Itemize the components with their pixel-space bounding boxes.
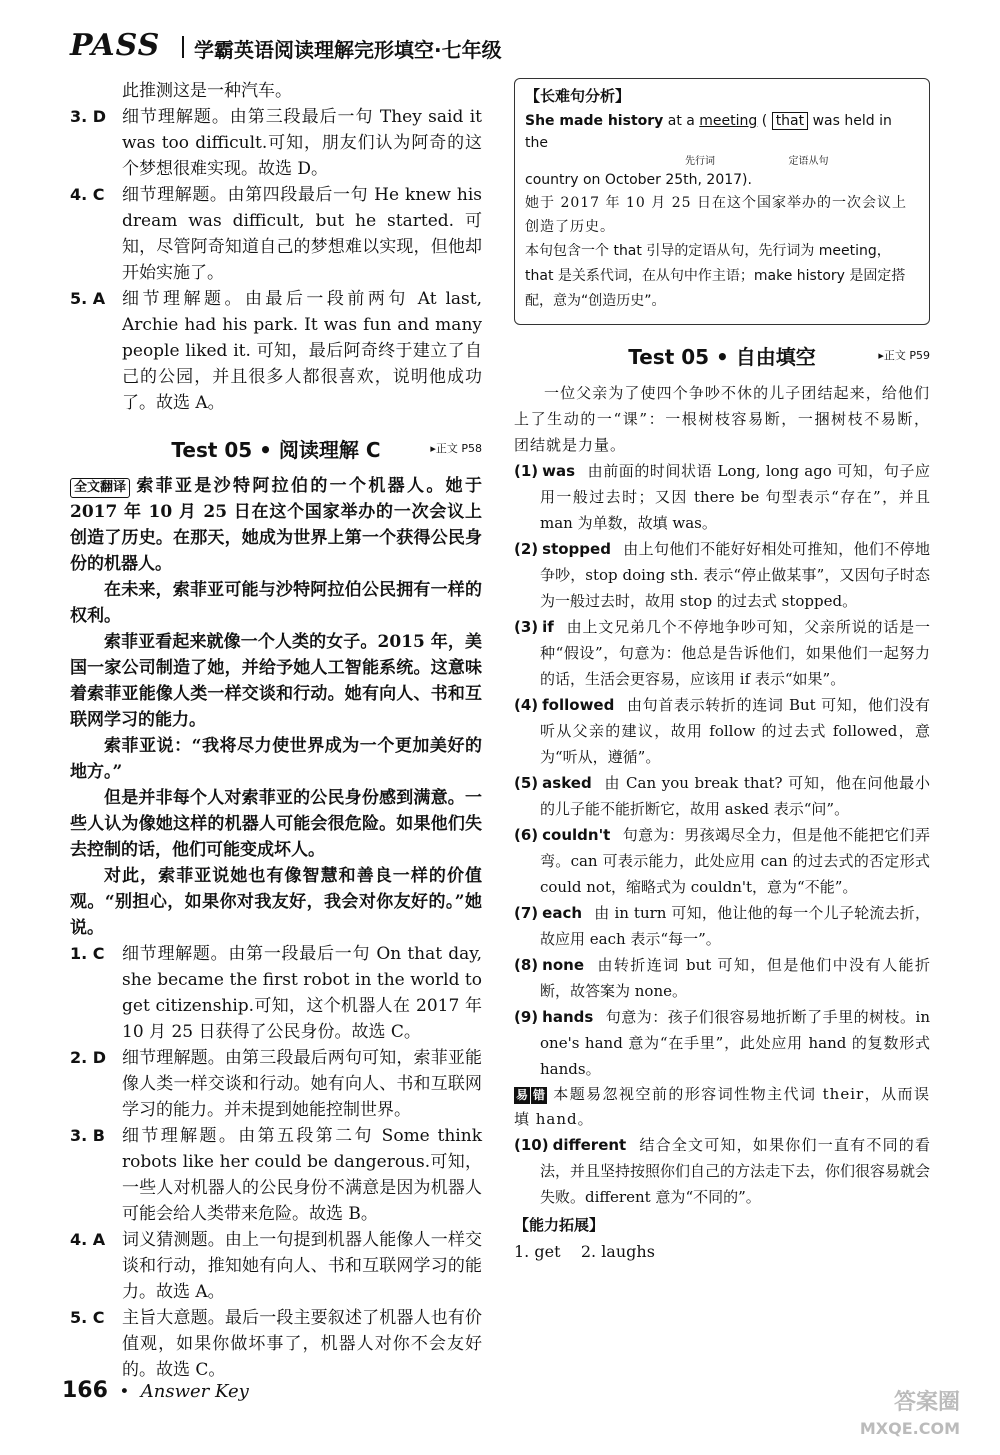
error-tag: 错	[533, 1088, 546, 1102]
cloze-explanation: 由转折连词 but 可知，但是他们中没有人能折断，故答案为 none。	[540, 956, 930, 1000]
antecedent-label: 先行词	[685, 156, 715, 167]
error-text: 本题易忽视空前的形容词性物主代词 their，从而误填 hand。	[514, 1085, 930, 1128]
cloze-explanation: 由 in turn 可知，他让他的每一个儿子轮流去折，故应用 each 表示“每一”。	[540, 904, 930, 948]
answer-number: 5. A	[70, 289, 106, 308]
error-note	[514, 1082, 930, 1132]
section-heading-reading-c	[70, 434, 482, 463]
cloze-answer-item	[514, 1004, 930, 1082]
cloze-explanation: 由 Can you break that? 可知，他在问他最小的儿子能不能折断它，故用 asked 表示“问”。	[540, 774, 930, 818]
sentence-part: country on October 25th, 2017).	[525, 172, 752, 188]
sentence-labels	[525, 154, 919, 169]
cloze-answer-word: none	[542, 956, 584, 974]
right-column	[514, 78, 930, 1265]
header-divider	[182, 36, 184, 58]
watermark-line: MXQE.COM	[859, 1419, 960, 1438]
answer-c1	[70, 941, 482, 1045]
answer-text: 细节理解题。由第三段最后一句 They said it was too difficult.可知，朋友们认为阿奇的这个梦想很难实现。故选 D。	[122, 107, 482, 179]
cloze-answer-text	[514, 458, 930, 536]
answer-number: 3. B	[70, 1126, 105, 1145]
answer-c2	[70, 1045, 482, 1123]
answer-text: 细节理解题。由最后一段前两句 At last, Archie had his park. It was fun and many people liked it. 可知，最后阿奇终于建立了自己的公园，并且很多人都很喜欢，说明他成功了。故选 A。	[122, 289, 482, 413]
cloze-answer-word: followed	[542, 696, 615, 714]
answer-number: 5. C	[70, 1308, 105, 1327]
cloze-number: (6)	[514, 826, 539, 844]
section-title: Test 05 • 自由填空	[628, 345, 816, 369]
answer-text: 细节理解题。由第五段第二句 Some think robots like her could be dangerous.可知，一些人对机器人的公民身份不满意是因为机器人可能会给人类带来危险。故选 B。	[122, 1126, 482, 1224]
extend-title: 【能力拓展】	[514, 1216, 605, 1234]
cloze-answer-word: was	[542, 462, 576, 480]
left-column	[70, 78, 482, 1383]
answer-5	[70, 286, 482, 416]
analyzed-sentence: She made history at a meeting ( that was held in the	[525, 113, 892, 151]
cloze-answer-item	[514, 458, 930, 536]
cloze-answer-word: different	[552, 1136, 627, 1154]
long-sentence-analysis-box	[514, 78, 930, 325]
cloze-number: (10)	[514, 1136, 549, 1154]
translation-paragraph: 全文翻译 索菲亚是沙特阿拉伯的一个机器人。她于 2017 年 10 月 25 日在这个国家举办的一次会议上创造了历史。在那天，她成为世界上第一个获得公民身份的机器人。	[70, 476, 482, 574]
cloze-number: (4)	[514, 696, 539, 714]
answer-text: 主旨大意题。最后一段主要叙述了机器人也有价值观，如果你做坏事了，机器人对你不会友好的。故选 C。	[122, 1308, 482, 1380]
answer-number: 4. C	[70, 185, 105, 204]
translation-paragraph: 但是并非每个人对索菲亚的公民身份感到满意。一些人认为像她这样的机器人可能会很危险。如果他们失去控制的话，他们可能变成坏人。	[70, 788, 482, 860]
answer-c4	[70, 1227, 482, 1305]
answer-4	[70, 182, 482, 286]
cloze-answer-text	[514, 1132, 930, 1210]
cloze-explanation: 由前面的时间状语 Long, long ago 可知，句子应用一般过去时；又因 there be 句型表示“存在”，并且 man 为单数，故填 was。	[540, 462, 930, 532]
answer-c3	[70, 1123, 482, 1227]
cloze-explanation: 由上句他们不能好好相处可推知，他们不停地争吵，stop doing sth. 表示“停止做某事”，又因句子时态为一般过去时，故用 stop 的过去式 stopped。	[540, 540, 930, 610]
sentence-part: was held in the	[525, 113, 892, 151]
cloze-number: (5)	[514, 774, 539, 792]
cloze-answer-word: each	[542, 904, 583, 922]
cloze-number: (3)	[514, 618, 539, 636]
cloze-answer-text	[514, 952, 930, 1004]
section-heading-cloze	[514, 341, 930, 370]
box-title: 【长难句分析】	[525, 87, 631, 105]
error-tag: 易	[516, 1088, 529, 1102]
cloze-answer-word: if	[542, 618, 554, 636]
cloze-answer-list	[514, 458, 930, 1082]
page-footer	[62, 1378, 249, 1403]
extend-answers: 1. get 2. laughs	[514, 1242, 655, 1261]
relative-pronoun: that	[772, 112, 808, 130]
page-header	[70, 28, 950, 68]
cloze-answer-text	[514, 614, 930, 692]
book-title: 学霸英语阅读理解完形填空·七年级	[194, 38, 502, 62]
answer-number: 1. C	[70, 944, 105, 963]
answer-text: 词义猜测题。由上一句提到机器人能像人一样交谈和行动，推知她有向人、书和互联网学习的能力。故选 A。	[122, 1230, 482, 1302]
cloze-number: (7)	[514, 904, 539, 922]
section-page-ref: ▸正文 P58	[430, 442, 482, 455]
translation-paragraph: 对此，索菲亚说她也有像智慧和善良一样的价值观。“别担心，如果你对我友好，我会对你友好的。”她说。	[70, 866, 482, 938]
cloze-answer-text	[514, 1004, 930, 1082]
cloze-explanation: 结合全文可知，如果你们一直有不同的看法，并且坚持按照你们自己的方法走下去，你们很容易就会失败。different 意为“不同的”。	[540, 1136, 931, 1206]
clause-label: 定语从句	[788, 156, 829, 167]
sentence-explanation: 本句包含一个 that 引导的定语从句，先行词为 meeting，that 是关系代词，在从句中作主语；make history 是固定搭配，意为“创造历史”。	[525, 243, 906, 309]
answer-number: 3. D	[70, 107, 107, 126]
section-page-ref: ▸正文 P59	[878, 349, 930, 362]
cloze-answer-list-tail	[514, 1132, 930, 1210]
cloze-answer-text	[514, 900, 930, 952]
cloze-explanation: 由句首表示转折的连词 But 可知，他们没有听从父亲的建议，故用 follow 的过去式 followed，意为“听从，遵循”。	[540, 696, 930, 766]
cloze-number: (2)	[514, 540, 539, 558]
answer-key-label: Answer Key	[140, 1381, 249, 1402]
cloze-number: (9)	[514, 1008, 539, 1026]
answer-c5	[70, 1305, 482, 1383]
cloze-number: (1)	[514, 462, 539, 480]
translation-tag: 全文翻译	[70, 478, 130, 498]
translation-paragraph: 在未来，索菲亚可能与沙特阿拉伯公民拥有一样的权利。	[70, 580, 482, 626]
answer-text: 细节理解题。由第四段最后一句 He knew his dream was difficult, but he started. 可知，尽管阿奇知道自己的梦想难以实现，但他却开始实施了。	[122, 185, 482, 283]
cloze-answer-item	[514, 1132, 930, 1210]
cloze-answer-text	[514, 770, 930, 822]
answer-number: 4. A	[70, 1230, 106, 1249]
cloze-explanation: 句意为：孩子们很容易地折断了手里的树枝。in one's hand 意为“在手里”，此处应用 hand 的复数形式 hands。	[540, 1008, 930, 1078]
cloze-explanation: 句意为：男孩竭尽全力，但是他不能把它们弄弯。can 可表示能力，此处应用 can 的过去式的否定形式 could not，缩略式为 couldn't，意为“不能”。	[540, 826, 930, 896]
watermark	[770, 1390, 960, 1448]
answer-text: 细节理解题。由第三段最后两句可知，索菲亚能像人类一样交谈和行动。她有向人、书和互联网学习的能力。并未提到她能控制世界。	[122, 1048, 482, 1120]
footer-bullet: •	[119, 1382, 130, 1402]
cloze-answer-item	[514, 952, 930, 1004]
translation-paragraph: 索菲亚说：“我将尽力使世界成为一个更加美好的地方。”	[70, 736, 482, 782]
sentence-part: at a	[663, 113, 700, 129]
cloze-answer-text	[514, 692, 930, 770]
cloze-answer-word: couldn't	[542, 826, 611, 844]
cloze-explanation: 由上文兄弟几个不停地争吵可知，父亲所说的话是一种“假设”，句意为：他总是告诉他们，如果他们一起努力的话，生活会更容易，应该用 if 表示“如果”。	[540, 618, 930, 688]
cloze-answer-item	[514, 692, 930, 770]
cloze-answer-word: stopped	[542, 540, 611, 558]
watermark-line: 答案圈	[893, 1390, 960, 1415]
cloze-answer-word: hands	[542, 1008, 594, 1026]
cloze-answer-item	[514, 536, 930, 614]
cloze-answer-text	[514, 536, 930, 614]
pass-logo: PASS	[70, 28, 161, 63]
cloze-answer-item	[514, 900, 930, 952]
cloze-answer-item	[514, 770, 930, 822]
antecedent-word: meeting	[699, 113, 758, 129]
page-number: 166	[62, 1378, 108, 1403]
continuation-text: 此推测这是一种汽车。	[122, 81, 292, 101]
cloze-answer-text	[514, 822, 930, 900]
cloze-answer-item	[514, 614, 930, 692]
answer-number: 2. D	[70, 1048, 107, 1067]
cloze-answer-word: asked	[542, 774, 592, 792]
translation-paragraph: 索菲亚看起来就像一个人类的女子。2015 年，美国一家公司制造了她，并给予她人工智能系统。这意味着索菲亚能像人类一样交谈和行动。她有向人、书和互联网学习的能力。	[70, 632, 482, 730]
answer-text: 细节理解题。由第一段最后一句 On that day, she became the first robot in the world to get citizenship.可知，这个机器人在 2017 年 10 月 25 日获得了公民身份。故选 C。	[122, 944, 482, 1042]
cloze-intro: 一位父亲为了使四个争吵不休的儿子团结起来，给他们上了生动的一“课”：一根树枝容易断，一捆树枝不易断，团结就是力量。	[514, 384, 930, 454]
sentence-translation: 她于 2017 年 10 月 25 日在这个国家举办的一次会议上创造了历史。	[525, 195, 907, 235]
section-title: Test 05 • 阅读理解 C	[171, 438, 381, 462]
cloze-answer-item	[514, 822, 930, 900]
answer-3	[70, 104, 482, 182]
sentence-main-clause: She made history	[525, 113, 664, 129]
cloze-number: (8)	[514, 956, 539, 974]
